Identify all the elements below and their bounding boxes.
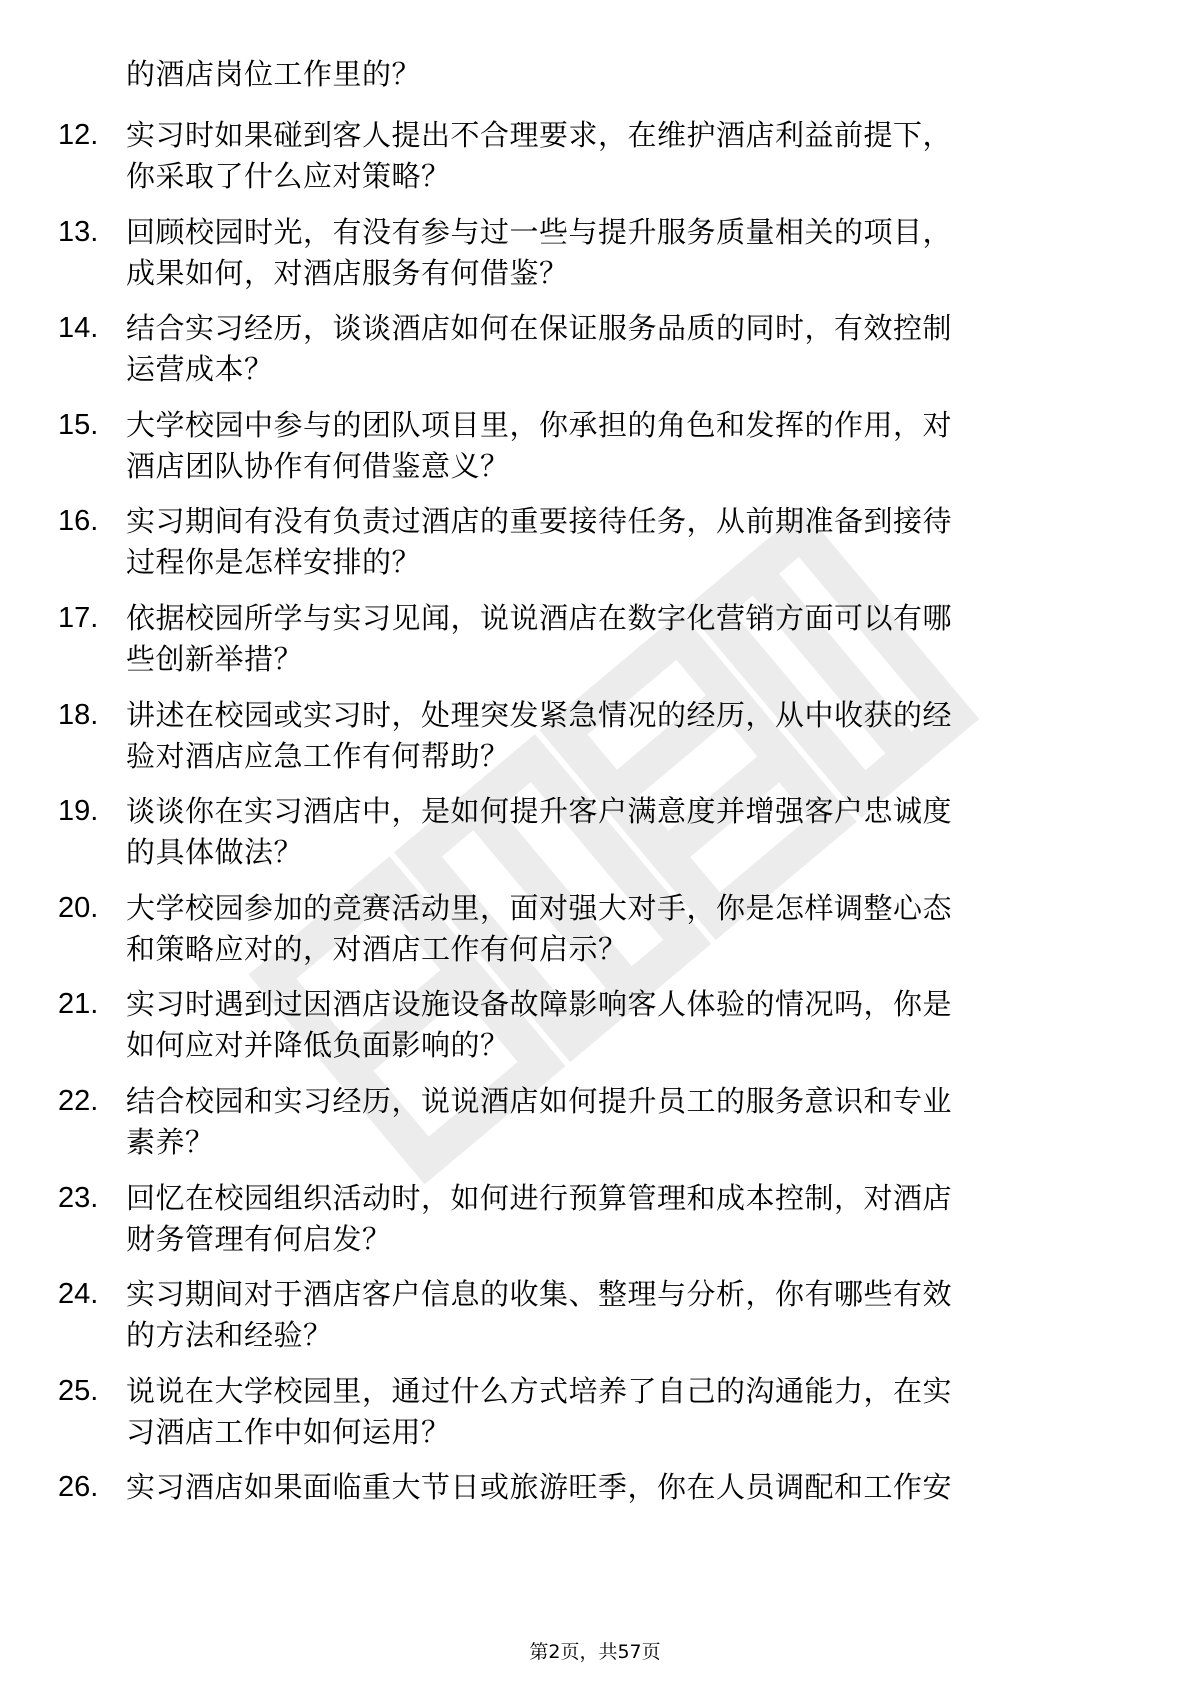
question-number: 26. (58, 1471, 99, 1504)
question-number: 22. (58, 1085, 99, 1117)
question-number: 14. (58, 312, 99, 345)
question-item (0, 596, 1190, 686)
question-number: 19. (58, 795, 99, 828)
question-text-line-2: 素养？ (126, 1125, 215, 1159)
question-text-line-1: 大学校园参加的竞赛活动里，面对强大对手，你是怎样调整心态 (126, 890, 953, 925)
question-item (0, 982, 1190, 1072)
question-number: 17. (58, 602, 99, 634)
continuation-text: 的酒店岗位工作里的？ (126, 57, 422, 91)
question-number: 15. (58, 408, 99, 441)
question-text-line-2: 运营成本？ (126, 352, 274, 387)
question-text-line-2: 和策略应对的，对酒店工作有何启示？ (126, 931, 628, 966)
question-item (0, 113, 1190, 203)
question-item (0, 1079, 1190, 1169)
question-text-line-2: 酒店团队协作有何借鉴意义？ (126, 448, 510, 483)
question-item (0, 1176, 1190, 1266)
question-number: 13. (58, 215, 99, 248)
question-text-line-1: 回顾校园时光，有没有参与过一些与提升服务质量相关的项目， (126, 214, 953, 249)
question-text-line-2: 的方法和经验？ (126, 1318, 333, 1353)
question-item (0, 693, 1190, 783)
question-text-line-2: 成果如何，对酒店服务有何借鉴？ (126, 255, 569, 290)
question-text-line-1: 大学校园中参与的团队项目里，你承担的角色和发挥的作用，对 (126, 407, 953, 442)
question-text-line-2: 的具体做法？ (126, 835, 304, 870)
question-number: 21. (58, 988, 99, 1021)
question-text-line-1: 实习时如果碰到客人提出不合理要求，在维护酒店利益前提下， (126, 118, 953, 152)
question-text-line-1: 实习时遇到过因酒店设施设备故障影响客人体验的情况吗，你是 (126, 987, 953, 1022)
question-number: 16. (58, 505, 99, 538)
question-item (0, 1465, 1190, 1555)
question-text-line-2: 过程你是怎样安排的？ (126, 545, 422, 580)
question-item (0, 210, 1190, 300)
question-item (0, 1272, 1190, 1362)
question-number: 12. (58, 119, 99, 151)
question-item (0, 1369, 1190, 1459)
question-number: 25. (58, 1374, 99, 1407)
question-text-line-1: 实习期间对于酒店客户信息的收集、整理与分析，你有哪些有效 (126, 1277, 953, 1312)
question-item (0, 306, 1190, 396)
question-text-line-2: 习酒店工作中如何运用？ (126, 1414, 451, 1449)
question-text-line-1: 说说在大学校园里，通过什么方式培养了自己的沟通能力，在实 (126, 1373, 953, 1408)
question-text-line-2: 财务管理有何启发？ (126, 1221, 392, 1256)
page-footer: 第2页，共57页 (529, 1641, 661, 1663)
question-item (0, 499, 1190, 589)
question-text-line-1: 结合校园和实习经历，说说酒店如何提升员工的服务意识和专业 (126, 1084, 953, 1118)
question-text-line-1: 讲述在校园或实习时，处理突发紧急情况的经历，从中收获的经 (126, 697, 953, 732)
question-number: 20. (58, 891, 99, 924)
question-item (0, 403, 1190, 493)
question-number: 18. (58, 698, 99, 731)
question-text-line-1: 实习酒店如果面临重大节日或旅游旺季，你在人员调配和工作安 (126, 1470, 953, 1505)
question-text-line-2: 验对酒店应急工作有何帮助？ (126, 738, 510, 773)
question-text-line-1: 依据校园所学与实习见闻，说说酒店在数字化营销方面可以有哪 (126, 601, 953, 635)
question-number: 24. (58, 1278, 99, 1311)
question-text-line-1: 回忆在校园组织活动时，如何进行预算管理和成本控制，对酒店 (126, 1180, 953, 1215)
question-text-line-1: 结合实习经历，谈谈酒店如何在保证服务品质的同时，有效控制 (126, 311, 953, 346)
question-text-line-2: 些创新举措？ (126, 642, 304, 676)
question-item (0, 886, 1190, 976)
question-text-line-2: 如何应对并降低负面影响的？ (126, 1028, 510, 1063)
question-text-line-1: 实习期间有没有负责过酒店的重要接待任务，从前期准备到接待 (126, 504, 953, 539)
question-number: 23. (58, 1181, 99, 1214)
question-item (0, 789, 1190, 879)
question-text-line-1: 谈谈你在实习酒店中，是如何提升客户满意度并增强客户忠诚度 (126, 794, 953, 829)
question-text-line-2: 你采取了什么应对策略？ (126, 159, 451, 193)
